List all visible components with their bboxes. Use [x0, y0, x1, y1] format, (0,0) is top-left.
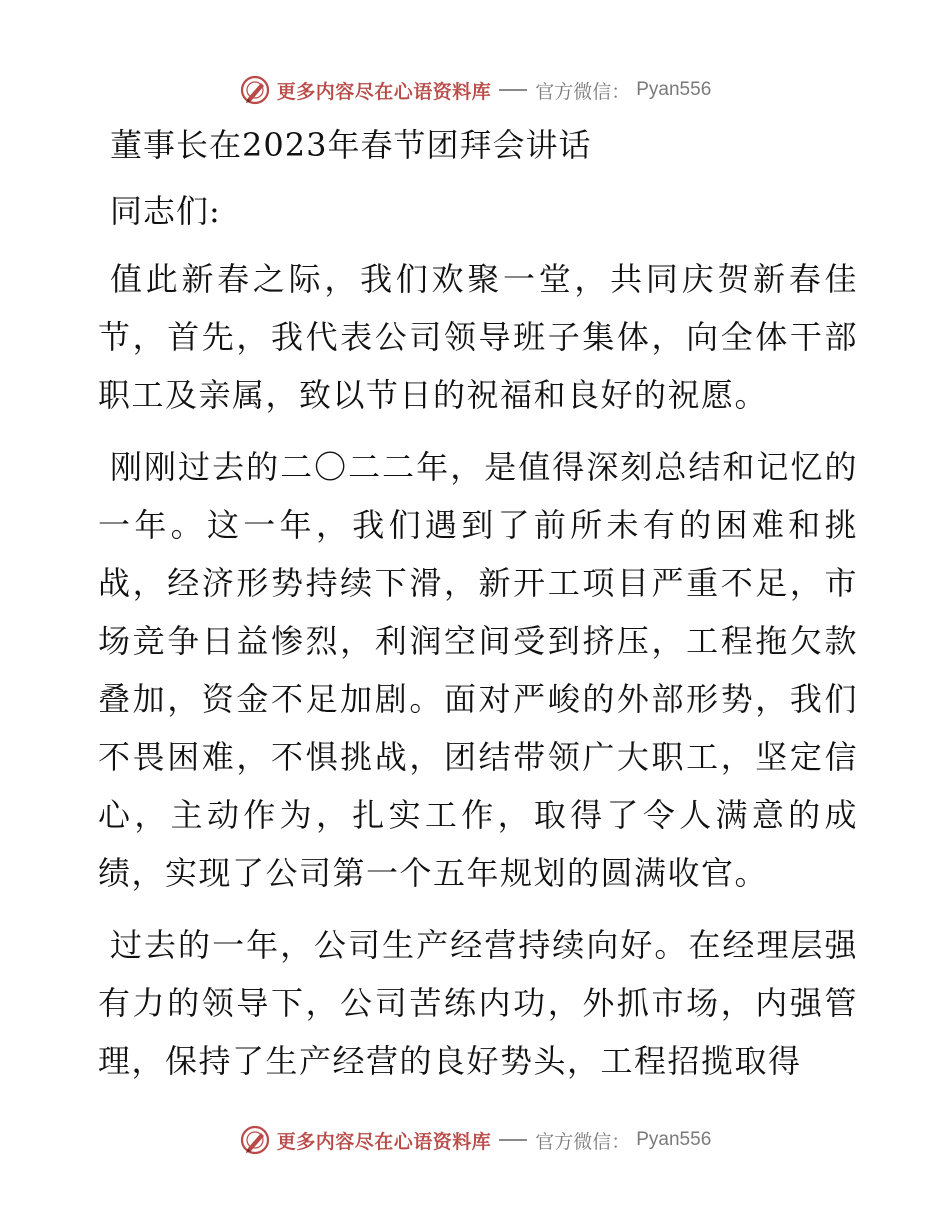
watermark-dash [499, 89, 527, 91]
watermark-dash [499, 1139, 527, 1141]
document-body [98, 116, 858, 1104]
pen-logo-icon [239, 1124, 271, 1156]
footer-watermark [0, 1120, 950, 1160]
header-watermark [0, 70, 950, 110]
watermark-brand: 更多内容尽在心语资料库 [276, 1130, 492, 1153]
watermark-wechat-id: Pyan556 [636, 1129, 712, 1150]
watermark-official-label: 官方微信： [535, 80, 631, 103]
watermark-wechat-id: Pyan556 [636, 79, 712, 100]
paragraph-3: 过去的一年，公司生产经营持续向好。在经理层强有力的领导下，公司苦练内功，外抓市场，内强管理，保持了生产经营的良好势头，工程招揽取得 [98, 926, 858, 1080]
watermark-brand: 更多内容尽在心语资料库 [276, 80, 492, 103]
greeting: 同志们: [110, 192, 221, 230]
document-title: 董事长在2023年春节团拜会讲话 [110, 126, 592, 164]
paragraph-2: 刚刚过去的二〇二二年，是值得深刻总结和记忆的一年。这一年，我们遇到了前所未有的困难和挑战，经济形势持续下滑，新开工项目严重不足，市场竞争日益惨烈，利润空间受到挤压，工程拖欠款叠加，资金不足加剧。面对严峻的外部形势，我们不畏困难，不惧挑战，团结带领广大职工，坚定信心，主动作为，扎实工作，取得了令人满意的成绩，实现了公司第一个五年规划的圆满收官。 [98, 448, 858, 892]
watermark-official-label: 官方微信： [535, 1130, 631, 1153]
paragraph-1: 值此新春之际，我们欢聚一堂，共同庆贺新春佳节，首先，我代表公司领导班子集体，向全体干部职工及亲属，致以节日的祝福和良好的祝愿。 [98, 260, 858, 414]
pen-logo-icon [239, 74, 271, 106]
